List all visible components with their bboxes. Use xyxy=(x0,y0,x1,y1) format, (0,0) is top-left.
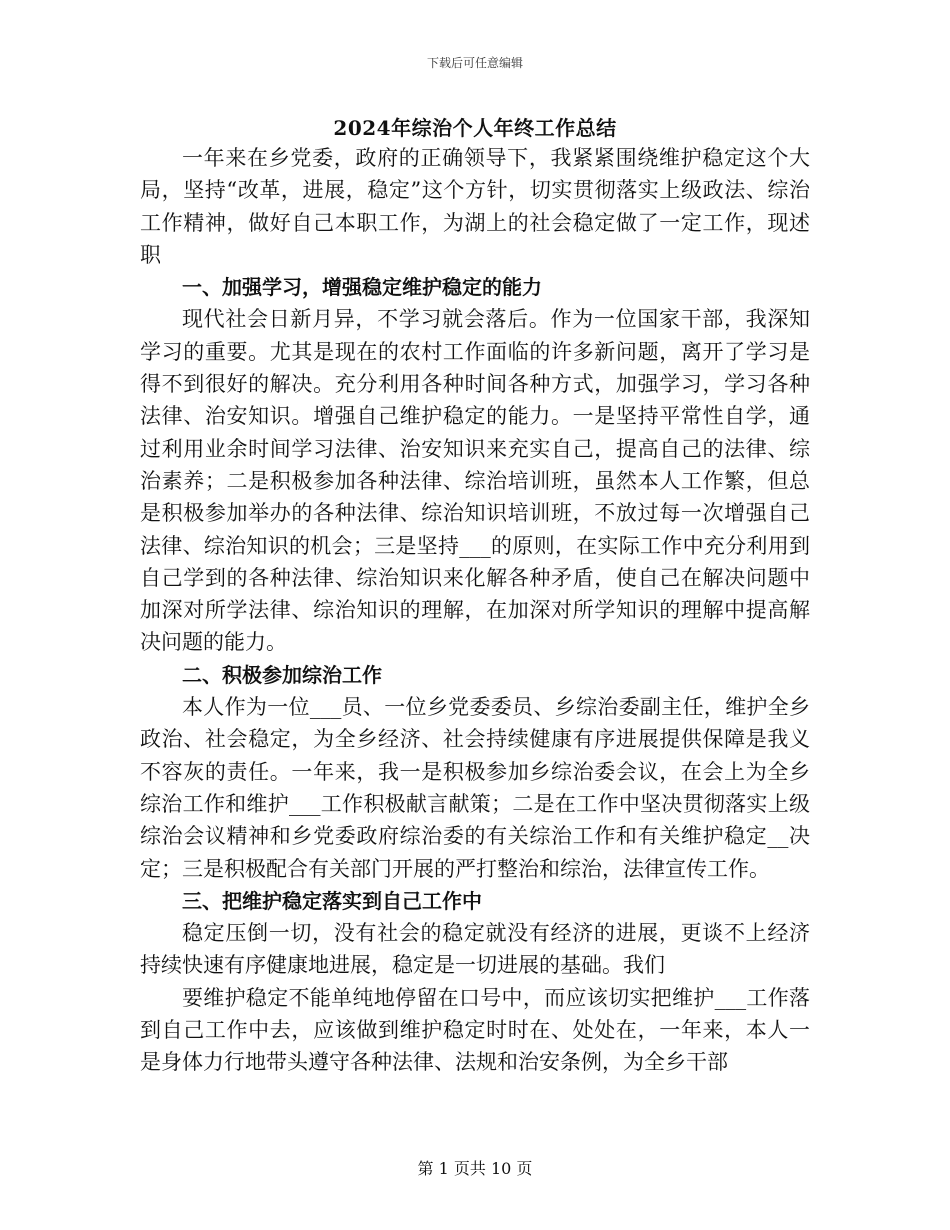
section-3-paragraph-2: 要维护稳定不能单纯地停留在口号中，而应该切实把维护___工作落到自己工作中去，应该做到维护稳定时时在、处处在，一年来，本人一是身体力行地带头遵守各种法律、法规和治安条例，为全乡干部 xyxy=(140,985,810,1075)
section-3-paragraph-1: 稳定压倒一切，没有社会的稳定就没有经济的进展，更谈不上经济持续快速有序健康地进展，稳定是一切进展的基础。我们 xyxy=(140,921,810,978)
section-heading-1: 一、加强学习，增强稳定维护稳定的能力 xyxy=(182,275,542,300)
page-number-footer: 第 1 页共 10 页 xyxy=(417,1159,533,1178)
document-body xyxy=(140,142,810,1079)
section-1-paragraph-1: 现代社会日新月异，不学习就会落后。作为一位国家干部，我深知学习的重要。尤其是现在的农村工作面临的许多新问题，离开了学习是得不到很好的解决。充分利用各种时间各种方式，加强学习，学习各种法律、治安知识。增强自己维护稳定的能力。一是坚持平常性自学，通过利用业余时间学习法律、治安知识来充实自己，提高自己的法律、综治素养；二是积极参加各种法律、综治培训班，虽然本人工作繁，但总是积极参加举办的各种法律、综治知识培训班，不放过每一次增强自己法律、综治知识的机会；三是坚持___的原则，在实际工作中充分利用到自己学到的各种法律、综治知识来化解各种矛盾，使自己在解决问题中加深对所学法律、综治知识的理解，在加深对所学知识的理解中提高解决问题的能力。 xyxy=(140,307,810,655)
section-heading-2: 二、积极参加综治工作 xyxy=(182,662,382,687)
section-heading-3: 三、把维护稳定落实到自己工作中 xyxy=(182,888,482,913)
page-header-note: 下载后可任意编辑 xyxy=(426,56,523,70)
document-title: 2024年综治个人年终工作总结 xyxy=(333,116,617,140)
intro-paragraph: 一年来在乡党委，政府的正确领导下，我紧紧围绕维护稳定这个大局，坚持“改革，进展，稳定”这个方针，切实贯彻落实上级政法、综治工作精神，做好自己本职工作，为湖上的社会稳定做了一定工作，现述职 xyxy=(140,146,810,267)
section-2-paragraph-1: 本人作为一位___员、一位乡党委委员、乡综治委副主任，维护全乡政治、社会稳定，为全乡经济、社会持续健康有序进展提供保障是我义不容灰的责任。一年来，我一是积极参加乡综治委会议，在会上为全乡综治工作和维护___工作积极献言献策；二是在工作中坚决贯彻落实上级综治会议精神和乡党委政府综治委的有关综治工作和有关维护稳定__决定；三是积极配合有关部门开展的严打整治和综治，法律宣传工作。 xyxy=(140,695,810,881)
